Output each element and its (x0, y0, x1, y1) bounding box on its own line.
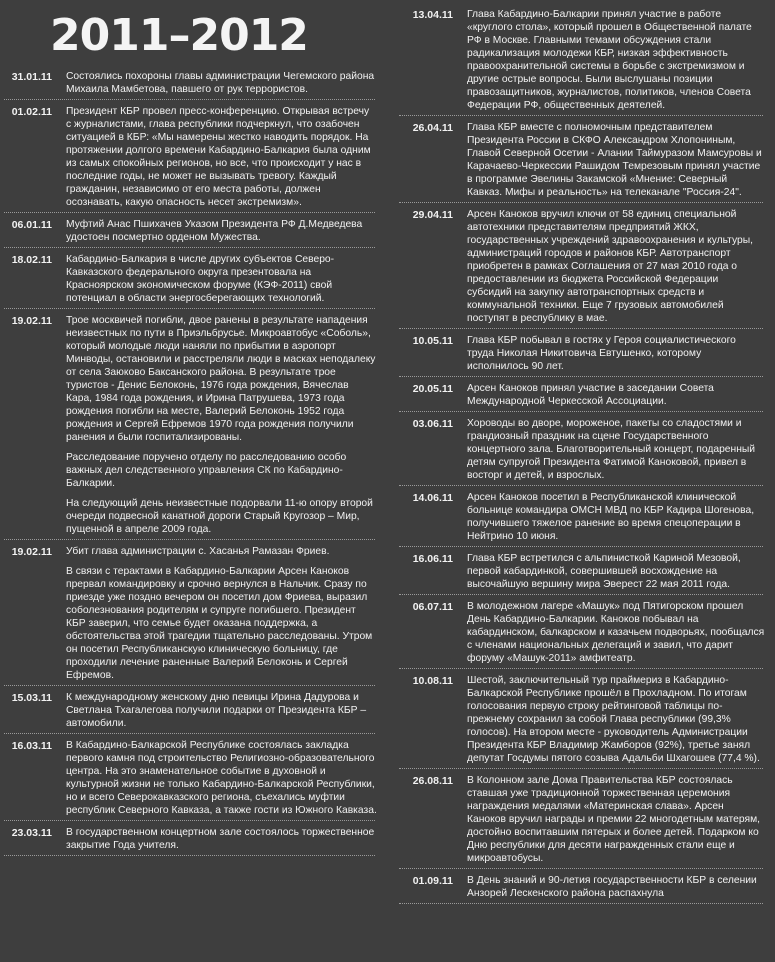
entry-text (66, 826, 387, 852)
chronicle-entry (395, 121, 775, 199)
entry-date: 01.02.11 (11, 106, 52, 118)
entry-date: 31.01.11 (11, 71, 52, 83)
entry-paragraph: Трое москвичей погибли, двое ранены в результате нападения неизвестных по пути в Приэльбрусье. Микроавтобус «Соболь», который молодые люди наняли по прибытии в аэропорт Минводы, остановили и расстреляли люди в масках неподалеку от села Заюково Баксанского района. В результате трое туристов - Денис Белоконь, 1976 года рождения, Вячеслав Кара, 1984 года рождения, и Ирина Патрушева, 1973 года рождения погибли на месте, Валерий Белоконь 1952 года рождения и Сергей Ефремов 1970 года рождения получили ранения и были госпитализированы. (66, 315, 376, 443)
entry-text (467, 334, 775, 373)
right-column (395, 0, 775, 909)
chronicle-entry (395, 382, 775, 408)
entry-paragraph: Муфтий Анас Пшихачев Указом Президента РФ Д.Медведева удостоен посмертно орденом Мужества. (66, 219, 363, 243)
entry-paragraph: В Колонном зале Дома Правительства КБР состоялась ставшая уже традиционной торжественная церемония награждения медалями «Материнская слава». Арсен Каноков вручил награды и премии 22 многодетным матерям, достойно воспитавшим пятерых и более детей. Подарком ко Дню республики для десяти награжденных стали еще и микроавтобусы. (467, 775, 761, 864)
entry-date: 10.05.11 (412, 335, 453, 347)
chronicle-entry (395, 417, 775, 482)
entry-paragraph: Расследование поручено отделу по расследованию особо важных дел следственного управления СК по Кабардино-Балкарии. (66, 452, 347, 489)
entry-paragraph: Кабардино-Балкария в числе других субъектов Северо-Кавказского федерального округа презентовала на Красноярском экономическом форуме (КЭФ-2011) свой потенциал в области энергосберегающих технологий. (66, 254, 335, 304)
left-entry-list (0, 70, 387, 852)
entry-date: 26.08.11 (412, 775, 453, 787)
entry-paragraph: Хороводы во дворе, мороженое, пакеты со сладостями и грандиозный праздник на сцене Государственного концертного зала. Благотворительный концерт, подаренный детям супругой Президента Фатимой Каноковой, привел в восторг и детей, и взрослых. (467, 418, 756, 481)
entry-date: 18.02.11 (11, 254, 52, 266)
entry-date: 19.02.11 (11, 546, 52, 558)
entry-date: 01.09.11 (412, 875, 453, 887)
entry-paragraph: Глава КБР вместе с полномочным представителем Президента России в СКФО Александром Хлопониным, Главой Северной Осетии - Алании Таймуразом Мамсуровы и Карачаево-Черкессии Рашидом Темрезовым принял участие в программе Эвелины Закамской «Мнение: Северный Кавказ. Мифы и реальность» на телеканале "Россия-24". (467, 122, 762, 198)
entry-paragraph: К международному женскому дню певицы Ирина Дадурова и Светлана Тхагалегова получили подарки от Президента КБР – автомобили. (66, 692, 367, 729)
entry-text (66, 739, 387, 817)
entry-date: 14.06.11 (412, 492, 453, 504)
entry-paragraph: В Кабардино-Балкарской Республике состоялась закладка первого камня под строительство Религиозно-образовательного центра. На это знаменательное событие в духовной и культурной жизни не только Кабардино-Балкарской Республики, но и всего Северокавказского региона, съехались муфтии республик Северного Кавказа, а также гости из Южного Кавказа. (66, 740, 377, 816)
entry-date: 15.03.11 (11, 692, 52, 704)
chronicle-entry (395, 334, 775, 373)
chronicle-entry (0, 739, 387, 817)
entry-date: 16.06.11 (412, 553, 453, 565)
chronicle-entry (0, 314, 387, 536)
entry-text (66, 105, 387, 209)
entry-date: 10.08.11 (412, 675, 453, 687)
entry-date: 06.07.11 (412, 601, 453, 613)
entry-text (66, 545, 387, 682)
chronicle-entry (0, 826, 387, 852)
entry-text (467, 417, 775, 482)
entry-paragraph: Глава Кабардино-Балкарии принял участие в работе «круглого стола», который прошел в Общественной палате РФ в Москве. Главными темами обсуждения стали радикализация молодежи КБР, низкая эффективность правоохранительной системы в борьбе с экстремизмом и другие острые вопросы. Были выслушаны позиции правозащитников, журналистов, политиков, членов Совета Федерации РФ, общественных деятелей. (467, 9, 752, 111)
entry-text (467, 552, 775, 591)
chronicle-entry (395, 774, 775, 865)
entry-text (467, 674, 775, 765)
entry-paragraph: Убит глава администрации с. Хасанья Рамазан Фриев. (66, 546, 330, 557)
entry-date: 26.04.11 (412, 122, 453, 134)
entry-date: 06.01.11 (11, 219, 52, 231)
chronicle-entry (395, 600, 775, 665)
entry-text (467, 874, 775, 900)
chronicle-entry (395, 8, 775, 112)
entry-paragraph: В связи с терактами в Кабардино-Балкарии Арсен Каноков прервал командировку и срочно вернулся в Нальчик. Сразу по приезде уже поздно вечером он посетил дом Фриева, выразил соболезнования родителям и супруге погибшего. Президент КБР заверил, что семье будет оказана поддержка, а обстоятельства этой трагедии тщательно расследованы. Утром он посетил Республиканскую клиническую больницу, где проходили лечение раненные Валерий Белоконь и Сергей Ефремов. (66, 566, 373, 681)
entry-text (66, 314, 387, 536)
entry-text (66, 253, 387, 305)
entry-paragraph: Арсен Каноков принял участие в заседании Совета Международной Черкесской Ассоциации. (467, 383, 714, 407)
left-column (0, 0, 387, 861)
entry-paragraph: В молодежном лагере «Машук» под Пятигорском прошел День Кабардино-Балкарии. Каноков побывал на кабардинском, балкарском и казачьем подворьях, пообщался с членами национальных делегаций и завил, что дарит форуму «Машук-2011» амфитеатр. (467, 601, 765, 664)
chronicle-entry (0, 253, 387, 305)
entry-text (467, 774, 775, 865)
entry-paragraph: Глава КБР встретился с альпинисткой Кариной Мезовой, первой кабардинкой, совершившей восхождение на высочайшую вершину мира Эверест 22 мая 2011 года. (467, 553, 741, 590)
entry-text (66, 70, 387, 96)
entry-text (66, 218, 387, 244)
entry-date: 20.05.11 (412, 383, 453, 395)
entry-date: 13.04.11 (412, 9, 453, 21)
entry-paragraph: Арсен Каноков посетил в Республиканской клинической больнице командира ОМСН МВД по КБР Кадира Шогенова, получившего тяжелое ранение во время спецоперации в Нейтрино 10 июня. (467, 492, 755, 542)
entry-paragraph: Президент КБР провел пресс-конференцию. Открывая встречу с журналистами, глава республики подчеркнул, что озабочен ситуацией в КБР: «Мы намерены жестко наводить порядок. На протяжении долгого времени Кабардино-Балкария была одним из самых спокойных регионов, но все, что происходит у нас в последние годы, не может не вызывать тревогу. Каждый гражданин, независимо от его места работы, должен осознавать, какую опасность несет экстремизм». (66, 106, 371, 208)
entry-date: 23.03.11 (11, 827, 52, 839)
chronicle-entry (0, 105, 387, 209)
entry-text (467, 8, 775, 112)
chronicle-entry (395, 208, 775, 325)
entry-text (467, 600, 775, 665)
chronicle-entry (0, 218, 387, 244)
entry-date: 16.03.11 (11, 740, 52, 752)
entry-text (66, 691, 387, 730)
entry-paragraph: Арсен Каноков вручил ключи от 58 единиц специальной автотехники представителям предприятий ЖКХ, государственных учреждений здравоохранения и культуры, администраций городов и районов КБР. Автотранспорт приобретен в рамках Соглашения от 27 мая 2010 года о предоставлении из бюджета Российской Федерации субсидий на закупку автотранспортных средств и коммунальной техники. Еще 7 грузовых автомобилей поступят в республику в мае. (467, 209, 754, 324)
entry-paragraph: В День знаний и 90-летия государственности КБР в селении Анзорей Лескенского района распахнула (467, 875, 757, 899)
entry-date: 29.04.11 (412, 209, 453, 221)
chronicle-entry (0, 70, 387, 96)
entry-paragraph: В государственном концертном зале состоялось торжественное закрытие Года учителя. (66, 827, 375, 851)
chronicle-entry (395, 552, 775, 591)
chronicle-entry (0, 545, 387, 682)
right-entry-list (395, 8, 775, 900)
entry-paragraph: На следующий день неизвестные подорвали 11-ю опору второй очереди подвесной канатной дороги Старый Кругозор – Мир, пущенной в апреле 2009 года. (66, 498, 373, 535)
chronicle-entry (395, 491, 775, 543)
page-title: 2011–2012 (50, 10, 308, 61)
entry-date: 19.02.11 (11, 315, 52, 327)
entry-paragraph: Состоялись похороны главы администрации Чегемского района Михаила Мамбетова, павшего от рук террористов. (66, 71, 375, 95)
chronicle-entry (395, 674, 775, 765)
entry-paragraph: Шестой, заключительный тур праймериз в Кабардино-Балкарской Республике прошёл в Прохладном. По итогам голосования первую строку рейтинговой таблицы по-прежнему сохранил за собой Глава республики (99,3% голосов). На втором месте - руководитель Администрации Президента КБР Владимир Жамборов (92%), третье занял депутат Госдумы пятого созыва Адальби Шхагошев (77,4 %). (467, 675, 760, 764)
entry-text (467, 382, 775, 408)
chronicle-entry (0, 691, 387, 730)
entry-text (467, 491, 775, 543)
entry-paragraph: Глава КБР побывал в гостях у Героя социалистического труда Николая Никитовича Евтушенко, которому исполнилось 90 лет. (467, 335, 736, 372)
chronicle-entry (395, 874, 775, 900)
entry-text (467, 121, 775, 199)
entry-text (467, 208, 775, 325)
entry-date: 03.06.11 (412, 418, 453, 430)
